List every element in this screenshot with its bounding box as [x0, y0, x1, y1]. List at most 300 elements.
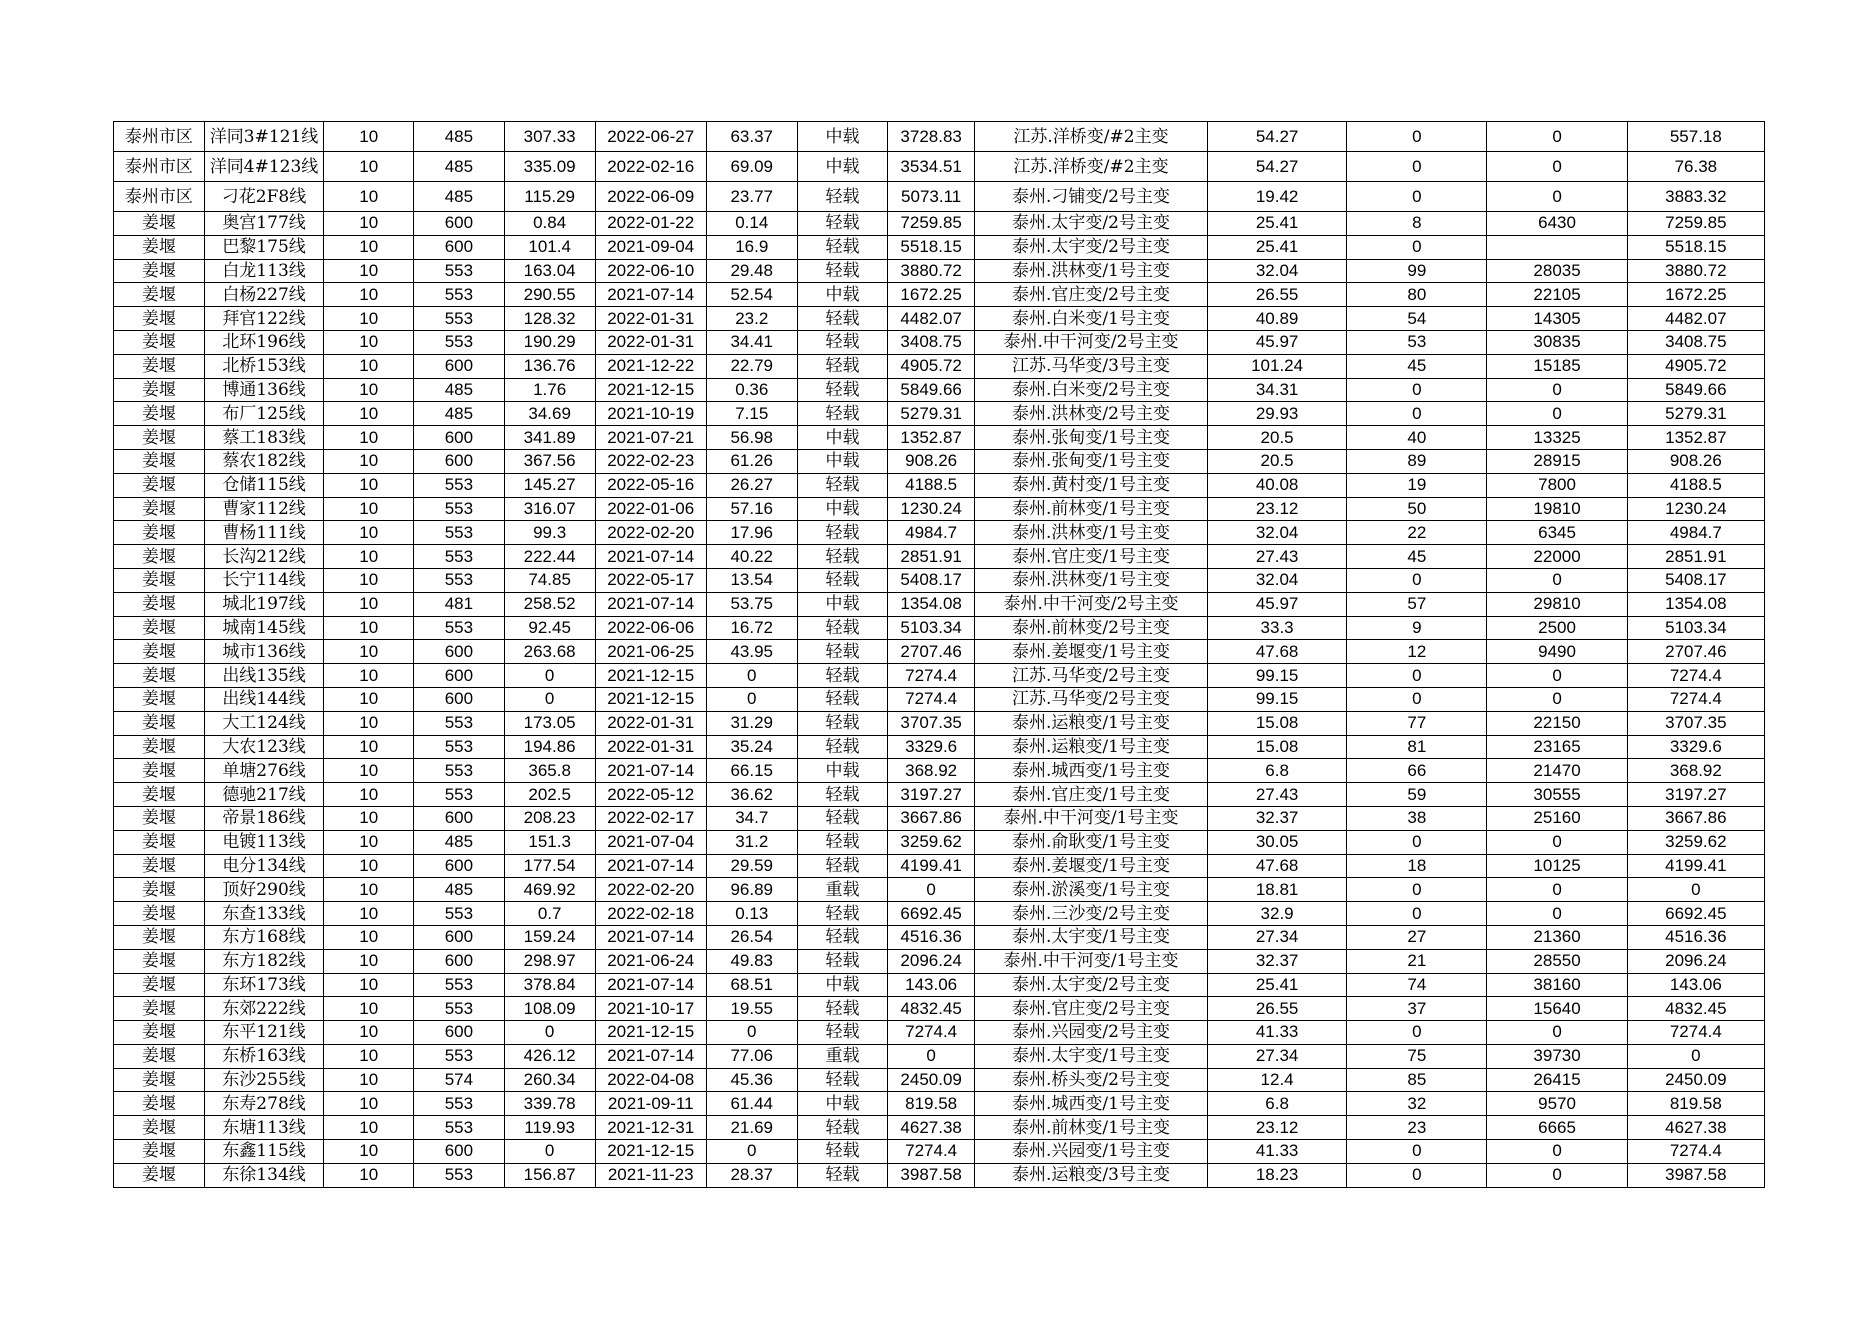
cell-load-rate: 96.89 — [706, 878, 797, 902]
cell-pending-users: 0 — [1347, 182, 1487, 212]
cell-pending-users: 40 — [1347, 426, 1487, 450]
cell-line-name: 东方182线 — [204, 949, 324, 973]
cell-area: 姜堰 — [114, 759, 205, 783]
cell-available-capacity: 7274.4 — [1627, 1140, 1764, 1164]
cell-max-load: 128.32 — [504, 307, 595, 331]
cell-load-status: 轻载 — [797, 640, 888, 664]
cell-available-capacity: 4516.36 — [1627, 925, 1764, 949]
cell-transformer-load-rate: 32.9 — [1208, 902, 1347, 926]
cell-substation-transformer: 泰州.官庄变/2号主变 — [974, 283, 1207, 307]
cell-load-rate: 31.2 — [706, 830, 797, 854]
cell-line-name: 德驰217线 — [204, 783, 324, 807]
cell-area: 姜堰 — [114, 997, 205, 1021]
cell-load-status: 轻载 — [797, 1021, 888, 1045]
cell-max-load-date: 2022-02-23 — [595, 449, 706, 473]
cell-area: 姜堰 — [114, 497, 205, 521]
cell-voltage: 10 — [324, 402, 414, 426]
cell-rated-capacity: 553 — [414, 330, 505, 354]
cell-rated-capacity: 485 — [414, 182, 505, 212]
cell-load-rate: 34.7 — [706, 806, 797, 830]
cell-available-capacity: 368.92 — [1627, 759, 1764, 783]
cell-pending-users: 0 — [1347, 1021, 1487, 1045]
cell-load-status: 轻载 — [797, 616, 888, 640]
cell-substation-transformer: 泰州.张甸变/1号主变 — [974, 426, 1207, 450]
table-row — [114, 259, 1765, 283]
cell-max-load-date: 2022-01-31 — [595, 307, 706, 331]
cell-spare-capacity: 7274.4 — [888, 687, 975, 711]
cell-line-name: 大工124线 — [204, 711, 324, 735]
cell-rated-capacity: 485 — [414, 402, 505, 426]
cell-line-name: 东桥163线 — [204, 1044, 324, 1068]
cell-max-load-date: 2022-01-31 — [595, 330, 706, 354]
cell-substation-transformer: 泰州.官庄变/1号主变 — [974, 545, 1207, 569]
cell-available-capacity: 4627.38 — [1627, 1116, 1764, 1140]
cell-pending-users: 0 — [1347, 152, 1487, 182]
cell-line-name: 东徐134线 — [204, 1163, 324, 1187]
cell-load-rate: 17.96 — [706, 521, 797, 545]
cell-pending-users: 66 — [1347, 759, 1487, 783]
cell-substation-transformer: 泰州.中干河变/2号主变 — [974, 592, 1207, 616]
cell-available-capacity: 1352.87 — [1627, 426, 1764, 450]
cell-pending-users: 45 — [1347, 354, 1487, 378]
cell-pending-capacity: 0 — [1487, 902, 1627, 926]
cell-max-load: 190.29 — [504, 330, 595, 354]
cell-rated-capacity: 600 — [414, 925, 505, 949]
cell-load-status: 轻载 — [797, 182, 888, 212]
cell-load-status: 轻载 — [797, 235, 888, 259]
cell-max-load: 378.84 — [504, 973, 595, 997]
cell-substation-transformer: 泰州.运粮变/3号主变 — [974, 1163, 1207, 1187]
cell-pending-capacity: 6665 — [1487, 1116, 1627, 1140]
cell-line-name: 东平121线 — [204, 1021, 324, 1045]
cell-line-name: 顶好290线 — [204, 878, 324, 902]
cell-transformer-load-rate: 40.08 — [1208, 473, 1347, 497]
cell-transformer-load-rate: 29.93 — [1208, 402, 1347, 426]
cell-load-rate: 52.54 — [706, 283, 797, 307]
cell-spare-capacity: 7274.4 — [888, 664, 975, 688]
cell-pending-users: 75 — [1347, 1044, 1487, 1068]
cell-area: 姜堰 — [114, 521, 205, 545]
cell-max-load-date: 2022-01-31 — [595, 735, 706, 759]
cell-load-status: 轻载 — [797, 473, 888, 497]
cell-voltage: 10 — [324, 783, 414, 807]
cell-spare-capacity: 5849.66 — [888, 378, 975, 402]
table-row — [114, 925, 1765, 949]
cell-spare-capacity: 3707.35 — [888, 711, 975, 735]
cell-load-rate: 0 — [706, 664, 797, 688]
cell-available-capacity: 3880.72 — [1627, 259, 1764, 283]
cell-line-name: 长宁114线 — [204, 568, 324, 592]
cell-pending-users: 54 — [1347, 307, 1487, 331]
table-row — [114, 664, 1765, 688]
cell-max-load-date: 2021-07-14 — [595, 925, 706, 949]
cell-max-load: 159.24 — [504, 925, 595, 949]
cell-max-load: 151.3 — [504, 830, 595, 854]
cell-max-load: 0.84 — [504, 212, 595, 236]
cell-load-rate: 0 — [706, 687, 797, 711]
cell-max-load-date: 2022-02-18 — [595, 902, 706, 926]
cell-load-status: 轻载 — [797, 545, 888, 569]
cell-spare-capacity: 7274.4 — [888, 1140, 975, 1164]
cell-max-load: 119.93 — [504, 1116, 595, 1140]
cell-max-load: 0 — [504, 1021, 595, 1045]
cell-area: 姜堰 — [114, 687, 205, 711]
cell-transformer-load-rate: 41.33 — [1208, 1140, 1347, 1164]
cell-pending-users: 53 — [1347, 330, 1487, 354]
table-row — [114, 152, 1765, 182]
cell-area: 姜堰 — [114, 449, 205, 473]
cell-load-status: 轻载 — [797, 521, 888, 545]
cell-load-status: 轻载 — [797, 330, 888, 354]
cell-max-load: 0 — [504, 1140, 595, 1164]
cell-area: 姜堰 — [114, 402, 205, 426]
cell-substation-transformer: 泰州.黄村变/1号主变 — [974, 473, 1207, 497]
cell-max-load-date: 2021-12-15 — [595, 664, 706, 688]
cell-substation-transformer: 泰州.姜堰变/1号主变 — [974, 640, 1207, 664]
cell-load-status: 轻载 — [797, 212, 888, 236]
cell-transformer-load-rate: 32.37 — [1208, 949, 1347, 973]
cell-area: 姜堰 — [114, 283, 205, 307]
cell-line-name: 巴黎175线 — [204, 235, 324, 259]
cell-transformer-load-rate: 30.05 — [1208, 830, 1347, 854]
cell-area: 姜堰 — [114, 640, 205, 664]
cell-spare-capacity: 5518.15 — [888, 235, 975, 259]
cell-max-load: 0 — [504, 687, 595, 711]
cell-transformer-load-rate: 25.41 — [1208, 235, 1347, 259]
cell-load-rate: 22.79 — [706, 354, 797, 378]
cell-spare-capacity: 5073.11 — [888, 182, 975, 212]
cell-available-capacity: 1230.24 — [1627, 497, 1764, 521]
table-row — [114, 307, 1765, 331]
cell-max-load-date: 2021-10-17 — [595, 997, 706, 1021]
cell-available-capacity: 3197.27 — [1627, 783, 1764, 807]
cell-line-name: 白杨227线 — [204, 283, 324, 307]
cell-spare-capacity: 5279.31 — [888, 402, 975, 426]
cell-substation-transformer: 泰州.太宇变/2号主变 — [974, 973, 1207, 997]
cell-line-name: 城南145线 — [204, 616, 324, 640]
cell-spare-capacity: 2851.91 — [888, 545, 975, 569]
cell-max-load: 222.44 — [504, 545, 595, 569]
cell-rated-capacity: 485 — [414, 378, 505, 402]
cell-transformer-load-rate: 32.04 — [1208, 259, 1347, 283]
cell-load-status: 轻载 — [797, 568, 888, 592]
cell-available-capacity: 819.58 — [1627, 1092, 1764, 1116]
cell-pending-capacity: 0 — [1487, 1021, 1627, 1045]
cell-voltage: 10 — [324, 1140, 414, 1164]
cell-transformer-load-rate: 26.55 — [1208, 997, 1347, 1021]
cell-spare-capacity: 4627.38 — [888, 1116, 975, 1140]
cell-pending-capacity: 19810 — [1487, 497, 1627, 521]
cell-spare-capacity: 3408.75 — [888, 330, 975, 354]
cell-pending-users: 12 — [1347, 640, 1487, 664]
cell-voltage: 10 — [324, 1116, 414, 1140]
cell-available-capacity: 3667.86 — [1627, 806, 1764, 830]
cell-pending-users: 0 — [1347, 1140, 1487, 1164]
cell-spare-capacity: 3259.62 — [888, 830, 975, 854]
cell-transformer-load-rate: 34.31 — [1208, 378, 1347, 402]
cell-available-capacity: 557.18 — [1627, 122, 1764, 152]
table-row — [114, 854, 1765, 878]
cell-pending-capacity: 0 — [1487, 687, 1627, 711]
cell-spare-capacity: 2096.24 — [888, 949, 975, 973]
table-row — [114, 545, 1765, 569]
cell-substation-transformer: 泰州.洪林变/1号主变 — [974, 521, 1207, 545]
cell-substation-transformer: 泰州.淤溪变/1号主变 — [974, 878, 1207, 902]
cell-max-load: 341.89 — [504, 426, 595, 450]
cell-spare-capacity: 7259.85 — [888, 212, 975, 236]
cell-line-name: 东沙255线 — [204, 1068, 324, 1092]
cell-voltage: 10 — [324, 259, 414, 283]
cell-max-load-date: 2022-02-16 — [595, 152, 706, 182]
cell-line-name: 洋同4#123线 — [204, 152, 324, 182]
cell-line-name: 城市136线 — [204, 640, 324, 664]
cell-rated-capacity: 485 — [414, 122, 505, 152]
cell-available-capacity: 3707.35 — [1627, 711, 1764, 735]
cell-pending-users: 77 — [1347, 711, 1487, 735]
cell-line-name: 东鑫115线 — [204, 1140, 324, 1164]
cell-max-load-date: 2021-12-15 — [595, 1021, 706, 1045]
cell-line-name: 帝景186线 — [204, 806, 324, 830]
cell-substation-transformer: 江苏.马华变/2号主变 — [974, 664, 1207, 688]
cell-voltage: 10 — [324, 235, 414, 259]
cell-substation-transformer: 泰州.刁铺变/2号主变 — [974, 182, 1207, 212]
cell-substation-transformer: 江苏.马华变/2号主变 — [974, 687, 1207, 711]
cell-voltage: 10 — [324, 378, 414, 402]
cell-voltage: 10 — [324, 1021, 414, 1045]
cell-line-name: 城北197线 — [204, 592, 324, 616]
cell-voltage: 10 — [324, 759, 414, 783]
cell-area: 姜堰 — [114, 473, 205, 497]
table-row — [114, 830, 1765, 854]
cell-rated-capacity: 485 — [414, 830, 505, 854]
cell-load-status: 轻载 — [797, 806, 888, 830]
cell-max-load: 99.3 — [504, 521, 595, 545]
cell-available-capacity: 7259.85 — [1627, 212, 1764, 236]
cell-voltage: 10 — [324, 449, 414, 473]
cell-spare-capacity: 4832.45 — [888, 997, 975, 1021]
cell-available-capacity: 143.06 — [1627, 973, 1764, 997]
cell-line-name: 博通136线 — [204, 378, 324, 402]
cell-load-status: 轻载 — [797, 664, 888, 688]
cell-load-status: 重载 — [797, 1044, 888, 1068]
cell-available-capacity: 3259.62 — [1627, 830, 1764, 854]
cell-rated-capacity: 553 — [414, 307, 505, 331]
cell-pending-capacity: 9570 — [1487, 1092, 1627, 1116]
cell-pending-capacity: 28550 — [1487, 949, 1627, 973]
cell-pending-capacity: 14305 — [1487, 307, 1627, 331]
cell-spare-capacity: 3728.83 — [888, 122, 975, 152]
cell-pending-users: 0 — [1347, 902, 1487, 926]
cell-load-rate: 34.41 — [706, 330, 797, 354]
cell-max-load-date: 2021-07-14 — [595, 759, 706, 783]
cell-area: 姜堰 — [114, 545, 205, 569]
cell-available-capacity: 7274.4 — [1627, 664, 1764, 688]
cell-voltage: 10 — [324, 545, 414, 569]
cell-transformer-load-rate: 25.41 — [1208, 973, 1347, 997]
cell-load-rate: 40.22 — [706, 545, 797, 569]
cell-load-rate: 26.27 — [706, 473, 797, 497]
cell-transformer-load-rate: 45.97 — [1208, 592, 1347, 616]
cell-max-load-date: 2021-10-19 — [595, 402, 706, 426]
cell-load-rate: 28.37 — [706, 1163, 797, 1187]
table-row — [114, 122, 1765, 152]
cell-available-capacity: 2096.24 — [1627, 949, 1764, 973]
table-row — [114, 1044, 1765, 1068]
cell-pending-users: 27 — [1347, 925, 1487, 949]
cell-line-name: 出线144线 — [204, 687, 324, 711]
cell-voltage: 10 — [324, 806, 414, 830]
cell-transformer-load-rate: 27.34 — [1208, 1044, 1347, 1068]
cell-spare-capacity: 4199.41 — [888, 854, 975, 878]
cell-transformer-load-rate: 41.33 — [1208, 1021, 1347, 1045]
cell-substation-transformer: 泰州.洪林变/1号主变 — [974, 568, 1207, 592]
cell-available-capacity: 6692.45 — [1627, 902, 1764, 926]
cell-rated-capacity: 553 — [414, 711, 505, 735]
cell-pending-users: 45 — [1347, 545, 1487, 569]
cell-area: 姜堰 — [114, 426, 205, 450]
cell-substation-transformer: 泰州.官庄变/2号主变 — [974, 997, 1207, 1021]
cell-rated-capacity: 553 — [414, 1092, 505, 1116]
cell-transformer-load-rate: 12.4 — [1208, 1068, 1347, 1092]
cell-available-capacity: 5849.66 — [1627, 378, 1764, 402]
line-load-table — [113, 121, 1765, 1188]
cell-line-name: 大农123线 — [204, 735, 324, 759]
cell-max-load: 335.09 — [504, 152, 595, 182]
cell-load-status: 中载 — [797, 426, 888, 450]
cell-voltage: 10 — [324, 497, 414, 521]
cell-pending-capacity: 0 — [1487, 182, 1627, 212]
cell-spare-capacity: 3987.58 — [888, 1163, 975, 1187]
cell-rated-capacity: 485 — [414, 878, 505, 902]
cell-area: 泰州市区 — [114, 152, 205, 182]
cell-pending-capacity: 22105 — [1487, 283, 1627, 307]
cell-line-name: 拜官122线 — [204, 307, 324, 331]
cell-max-load: 145.27 — [504, 473, 595, 497]
cell-available-capacity: 4984.7 — [1627, 521, 1764, 545]
cell-pending-users: 89 — [1347, 449, 1487, 473]
cell-max-load-date: 2021-06-25 — [595, 640, 706, 664]
cell-rated-capacity: 600 — [414, 806, 505, 830]
cell-max-load: 108.09 — [504, 997, 595, 1021]
cell-pending-capacity: 0 — [1487, 152, 1627, 182]
cell-transformer-load-rate: 32.37 — [1208, 806, 1347, 830]
table-row — [114, 568, 1765, 592]
cell-rated-capacity: 574 — [414, 1068, 505, 1092]
cell-transformer-load-rate: 23.12 — [1208, 497, 1347, 521]
cell-load-rate: 0.36 — [706, 378, 797, 402]
cell-spare-capacity: 4482.07 — [888, 307, 975, 331]
cell-load-rate: 49.83 — [706, 949, 797, 973]
cell-area: 姜堰 — [114, 925, 205, 949]
cell-transformer-load-rate: 45.97 — [1208, 330, 1347, 354]
cell-load-rate: 0.14 — [706, 212, 797, 236]
cell-pending-capacity: 0 — [1487, 378, 1627, 402]
cell-load-rate: 21.69 — [706, 1116, 797, 1140]
cell-rated-capacity: 600 — [414, 1021, 505, 1045]
cell-rated-capacity: 553 — [414, 521, 505, 545]
cell-transformer-load-rate: 20.5 — [1208, 449, 1347, 473]
cell-voltage: 10 — [324, 1163, 414, 1187]
cell-pending-users: 74 — [1347, 973, 1487, 997]
cell-pending-users: 19 — [1347, 473, 1487, 497]
cell-max-load-date: 2021-12-31 — [595, 1116, 706, 1140]
cell-max-load-date: 2021-06-24 — [595, 949, 706, 973]
cell-area: 泰州市区 — [114, 182, 205, 212]
cell-line-name: 洋同3#121线 — [204, 122, 324, 152]
cell-pending-capacity: 28915 — [1487, 449, 1627, 473]
cell-max-load-date: 2022-05-16 — [595, 473, 706, 497]
cell-pending-users: 0 — [1347, 122, 1487, 152]
cell-spare-capacity: 4516.36 — [888, 925, 975, 949]
cell-load-rate: 35.24 — [706, 735, 797, 759]
table-row — [114, 640, 1765, 664]
cell-pending-capacity: 0 — [1487, 664, 1627, 688]
table-row — [114, 735, 1765, 759]
cell-substation-transformer: 泰州.城西变/1号主变 — [974, 1092, 1207, 1116]
cell-max-load: 307.33 — [504, 122, 595, 152]
cell-area: 姜堰 — [114, 592, 205, 616]
cell-rated-capacity: 553 — [414, 283, 505, 307]
cell-rated-capacity: 553 — [414, 473, 505, 497]
cell-area: 姜堰 — [114, 1092, 205, 1116]
cell-pending-capacity: 0 — [1487, 830, 1627, 854]
cell-substation-transformer: 泰州.城西变/1号主变 — [974, 759, 1207, 783]
cell-pending-capacity: 15640 — [1487, 997, 1627, 1021]
cell-pending-capacity: 21360 — [1487, 925, 1627, 949]
cell-transformer-load-rate: 15.08 — [1208, 735, 1347, 759]
cell-substation-transformer: 泰州.洪林变/2号主变 — [974, 402, 1207, 426]
cell-load-status: 中载 — [797, 973, 888, 997]
cell-available-capacity: 3408.75 — [1627, 330, 1764, 354]
cell-substation-transformer: 泰州.运粮变/1号主变 — [974, 735, 1207, 759]
cell-pending-users: 57 — [1347, 592, 1487, 616]
cell-rated-capacity: 553 — [414, 997, 505, 1021]
cell-substation-transformer: 泰州.前林变/1号主变 — [974, 497, 1207, 521]
cell-pending-capacity: 38160 — [1487, 973, 1627, 997]
cell-transformer-load-rate: 33.3 — [1208, 616, 1347, 640]
cell-area: 姜堰 — [114, 973, 205, 997]
cell-max-load-date: 2021-09-04 — [595, 235, 706, 259]
cell-area: 姜堰 — [114, 1021, 205, 1045]
cell-substation-transformer: 江苏.洋桥变/#2主变 — [974, 122, 1207, 152]
cell-pending-users: 21 — [1347, 949, 1487, 973]
table-row — [114, 1140, 1765, 1164]
cell-voltage: 10 — [324, 152, 414, 182]
cell-line-name: 布厂125线 — [204, 402, 324, 426]
cell-available-capacity: 4199.41 — [1627, 854, 1764, 878]
table-row — [114, 1068, 1765, 1092]
table-row — [114, 1116, 1765, 1140]
cell-load-rate: 23.2 — [706, 307, 797, 331]
cell-load-rate: 29.48 — [706, 259, 797, 283]
cell-load-rate: 63.37 — [706, 122, 797, 152]
cell-max-load: 34.69 — [504, 402, 595, 426]
cell-available-capacity: 2851.91 — [1627, 545, 1764, 569]
cell-available-capacity: 76.38 — [1627, 152, 1764, 182]
cell-rated-capacity: 553 — [414, 902, 505, 926]
cell-available-capacity: 5408.17 — [1627, 568, 1764, 592]
cell-load-status: 中载 — [797, 122, 888, 152]
cell-pending-users: 22 — [1347, 521, 1487, 545]
cell-area: 姜堰 — [114, 354, 205, 378]
cell-voltage: 10 — [324, 354, 414, 378]
table-row — [114, 783, 1765, 807]
cell-line-name: 电镀113线 — [204, 830, 324, 854]
cell-pending-users: 23 — [1347, 1116, 1487, 1140]
cell-voltage: 10 — [324, 735, 414, 759]
cell-substation-transformer: 泰州.前林变/1号主变 — [974, 1116, 1207, 1140]
cell-load-status: 轻载 — [797, 1116, 888, 1140]
